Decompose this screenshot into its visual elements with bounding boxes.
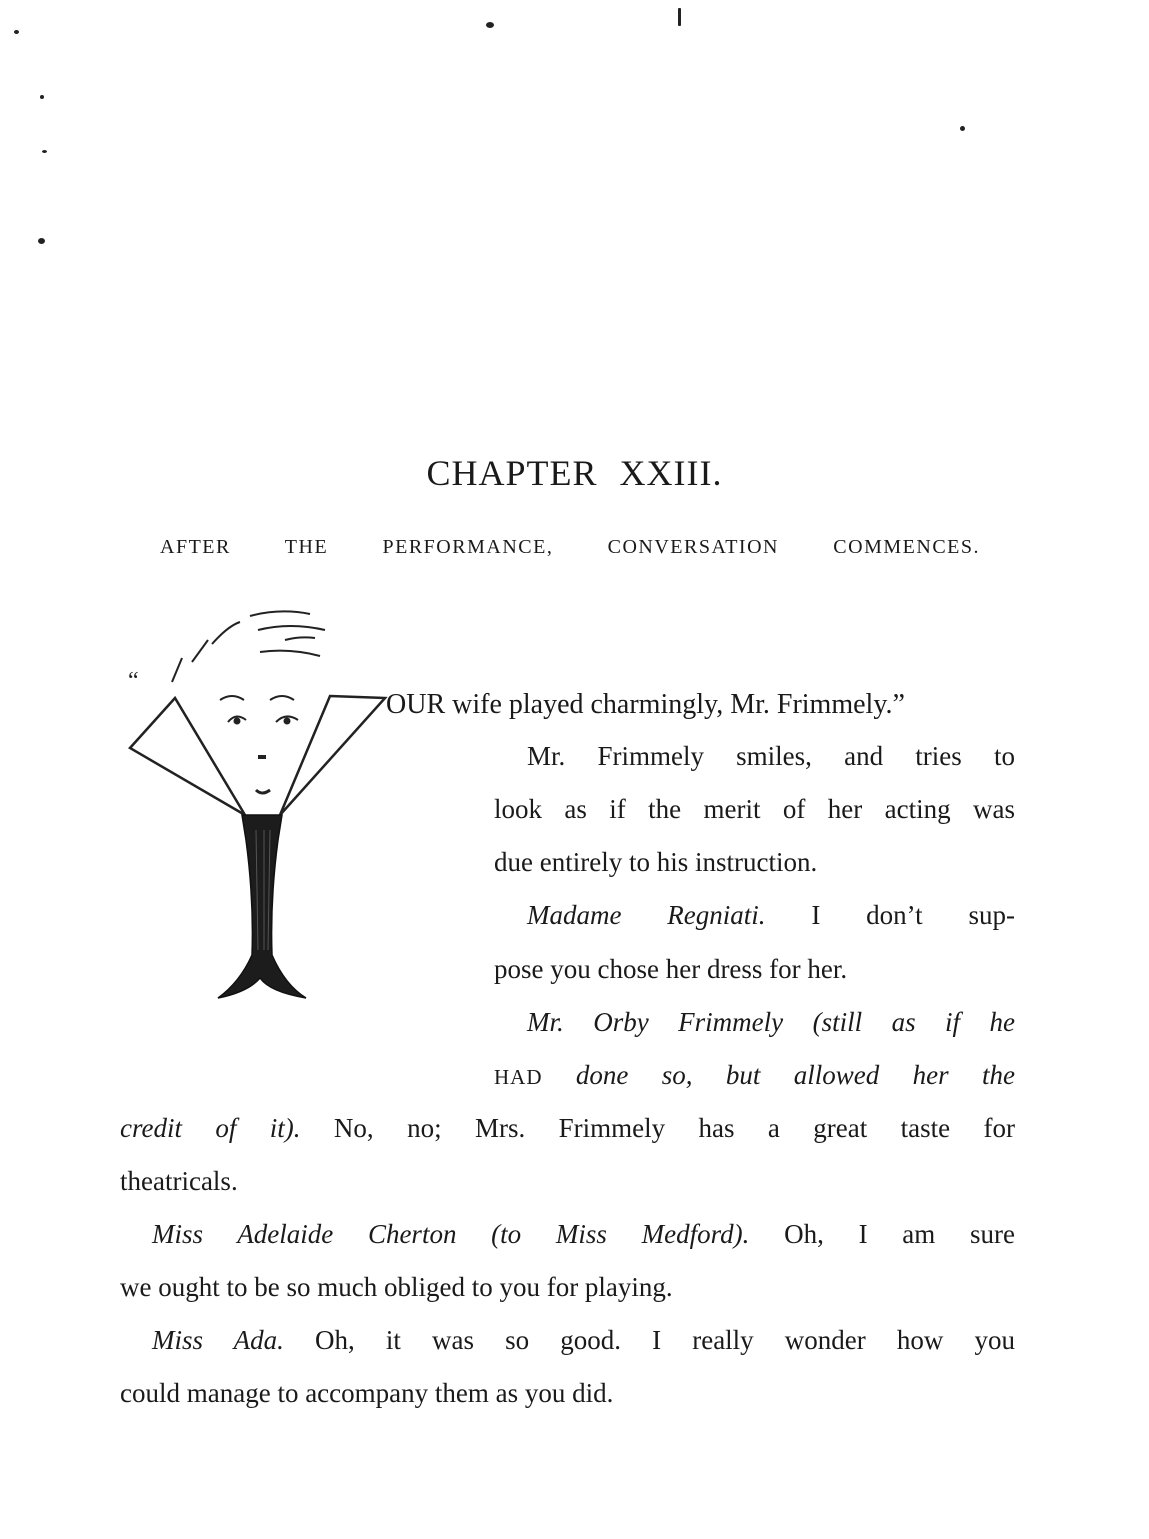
text-line-3: look as if the merit of her acting was — [494, 794, 1015, 824]
text-line-11: Miss Adelaide Cherton (to Miss Medford). Oh, I am sure — [152, 1219, 1015, 1249]
speaker-mr-orby-frimmely: Mr. Orby Frimmely (still as if he — [527, 1007, 1015, 1037]
nose — [258, 755, 266, 759]
text-line-14: could manage to accompany them as you did. — [120, 1378, 614, 1408]
text-line-9: credit of it). No, no; Mrs. Frimmely has a great taste for — [120, 1113, 1015, 1143]
scan-speck — [38, 238, 45, 244]
speaker-madame-regniati: Madame Regniati. — [527, 900, 766, 930]
scan-speck — [678, 8, 681, 26]
text-line-7 — [527, 1004, 1015, 1040]
text-line-4: due entirely to his instruction. — [494, 847, 818, 877]
right-eye — [284, 718, 291, 725]
open-quote: “ — [128, 668, 139, 694]
text-line-6: pose you chose her dress for her. — [494, 954, 848, 984]
scan-speck — [960, 126, 965, 131]
speaker-miss-ada: Miss Ada. — [152, 1325, 284, 1355]
text-line-10: theatricals. — [120, 1166, 238, 1196]
left-eye — [234, 718, 241, 725]
text-line-2: Mr. Frimmely smiles, and tries to — [527, 741, 1015, 771]
mouth — [256, 790, 270, 793]
chapter-number: XXIII. — [619, 453, 723, 493]
small-caps-had: HAD — [494, 1065, 543, 1089]
speaker-miss-adelaide-cherton: Miss Adelaide Cherton (to Miss Medford). — [152, 1219, 750, 1249]
hair-strokes — [172, 611, 325, 682]
left-collar — [130, 698, 245, 815]
scan-speck — [486, 22, 494, 28]
text-line-5: Madame Regniati. I don’t sup- — [527, 900, 1015, 930]
scan-speck — [40, 95, 44, 99]
text-line-13: Miss Ada. Oh, it was so good. I really wonder how you — [152, 1325, 1016, 1355]
drop-cap-figure — [120, 600, 400, 1010]
scan-speck — [14, 30, 19, 34]
text-line-8: HAD done so, but allowed her the — [494, 1060, 1016, 1090]
chapter-title — [0, 452, 1149, 494]
chapter-subtitle: AFTER THE PERFORMANCE, CONVERSATION COMMENCES. — [160, 536, 980, 558]
chapter-label: CHAPTER — [426, 453, 598, 493]
figure-body — [218, 815, 306, 998]
text-line-12: we ought to be so much obliged to you for playing. — [120, 1272, 673, 1302]
right-collar — [280, 696, 385, 815]
scan-speck — [42, 150, 47, 153]
text-line-1: OUR wife played charmingly, Mr. Frimmely.” — [386, 689, 905, 720]
